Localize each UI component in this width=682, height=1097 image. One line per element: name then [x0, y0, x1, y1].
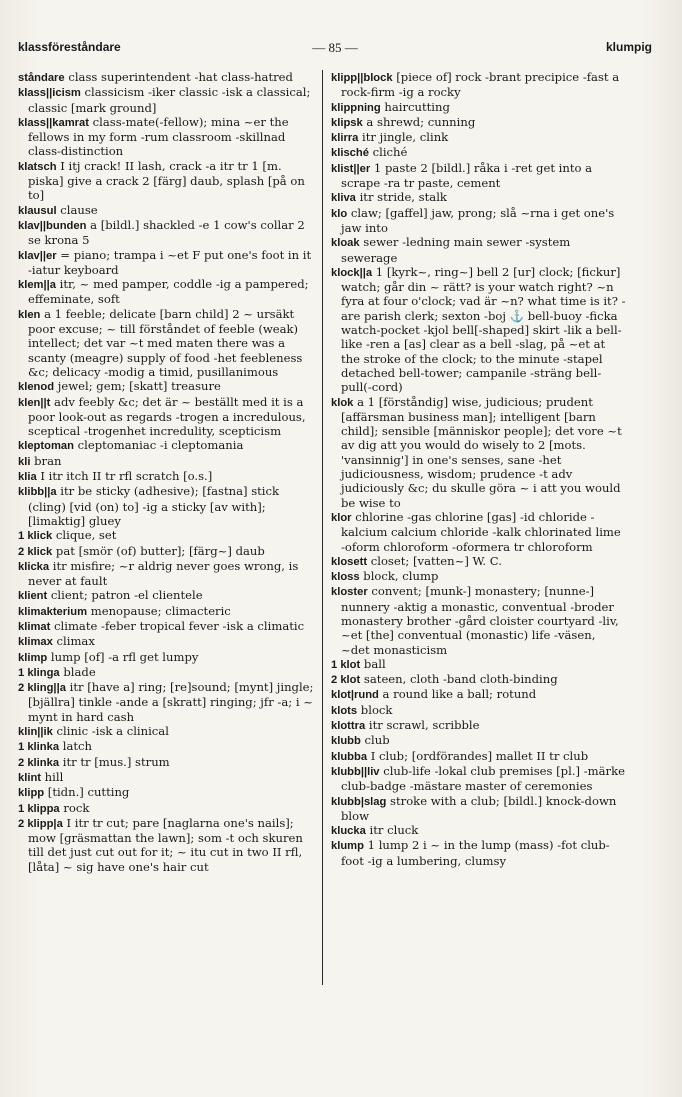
entry-headword: klass||kamrat — [18, 116, 89, 129]
dictionary-entry — [331, 115, 627, 130]
dictionary-entry — [18, 70, 314, 85]
entry-headword: klipp||block — [331, 72, 393, 84]
entry-definition: 1 [kyrk~, ring~] bell 2 [ur] clock; [fickur] watch; går din ~ rätt? is your watch right? ~n fyra at four o'clock; vad är ~n? what time is it? -are parish clerk; sexton -boj ⚓ bell-buoy -ficka watch-pocket -kjol bell[-shaped] skirt -lik a bell-like -ren a [as] clear as a bell -slag, på ~et at the stroke of the clock; to the minute -stapel detached bell-tower; campanile -sträng bell-pull(-cord) — [341, 264, 626, 395]
dictionary-entry — [18, 588, 314, 603]
entry-headword: klisché — [331, 147, 369, 160]
entry-headword: 2 klinka — [18, 756, 60, 769]
entry-definition: [piece of] rock -brant precipice -fast a rock-firm -ig a rocky — [341, 70, 620, 100]
dictionary-entry — [331, 190, 627, 205]
entry-headword: klin||ik — [18, 726, 53, 739]
dictionary-entry — [18, 115, 314, 159]
entry-definition: itr, ~ med pamper, coddle -ig a pampered; effeminate, soft — [28, 277, 309, 307]
header-first-word: klassföreståndare — [18, 40, 121, 54]
entry-definition: cliché — [368, 145, 408, 160]
entry-headword: klient — [18, 590, 48, 603]
entry-definition: client; patron -el clientele — [47, 588, 203, 603]
dictionary-entry — [18, 739, 314, 754]
entry-definition: hill — [41, 769, 64, 784]
entry-definition: lump [of] -a rfl get lumpy — [47, 649, 199, 664]
entry-definition: haircutting — [380, 99, 450, 114]
entry-headword: 1 klick — [18, 530, 53, 543]
entry-headword: klimp — [18, 651, 48, 664]
entry-headword: 1 klot — [331, 658, 361, 671]
dictionary-entry — [18, 379, 314, 394]
entry-headword: klist||er — [331, 162, 371, 175]
dictionary-entry — [331, 672, 627, 687]
page-header — [18, 40, 652, 58]
entry-headword: klia — [18, 471, 37, 484]
entry-headword: klump — [331, 840, 364, 853]
entry-headword: kloss — [331, 571, 360, 584]
dictionary-entry — [331, 764, 627, 794]
entry-headword: klipsk — [331, 116, 363, 129]
page-number: — 85 — — [312, 40, 358, 55]
entry-definition: jewel; gem; [skatt] treasure — [54, 379, 221, 394]
entry-definition: itr jingle, clink — [358, 130, 449, 145]
entry-definition: [tidn.] cutting — [44, 785, 130, 800]
entry-definition: I itj crack! II lash, crack -a itr tr 1 [m. piska] give a crack 2 [färg] daub, splash [på on to] — [28, 158, 305, 203]
dictionary-entry — [18, 724, 314, 739]
dictionary-entry — [18, 604, 314, 619]
entry-headword: klot|rund — [331, 689, 379, 702]
dictionary-entry — [331, 100, 627, 115]
dictionary-entry — [331, 206, 627, 236]
dictionary-entry — [331, 749, 627, 764]
dictionary-entry — [331, 687, 627, 702]
entry-definition: itr scrawl, scribble — [365, 718, 480, 733]
entry-headword: 1 klinka — [18, 741, 60, 754]
entry-definition: I club; [ordförandes] mallet II tr club — [367, 748, 589, 763]
dictionary-entry — [18, 469, 314, 484]
dictionary-entry — [18, 438, 314, 453]
entry-definition: 1 paste 2 [bildl.] råka i -ret get into a scrape -ra tr paste, cement — [341, 160, 593, 191]
entry-headword: klok — [331, 396, 354, 409]
entry-definition: convent; [munk-] monastery; [nunne-] nunnery -aktig a monastic, conventual -broder monastery brother -gård cloister courtyard -liv, ~et [the] conventual (monastic) life -väsen, ~det monasticism — [341, 584, 619, 657]
entry-definition: a 1 [förståndig] wise, judicious; prudent [affärsman business man]; intelligent [barn child]; sensible [människor people]; det vore ~t av dig att you would do wisely to 2 [mots. 'vansinnig'] in one's senses, sane -het judiciousness, wisdom; prudence -t adv judiciously &c; du skulle göra ~ i att you would be wise to — [341, 394, 622, 510]
entry-definition: = piano; trampa i ~et F put one's foot in it -iatur keyboard — [28, 247, 312, 277]
entry-definition: itr misfire; ~r aldrig never goes wrong, is never at fault — [28, 558, 299, 589]
entry-definition: a shrewd; cunning — [362, 114, 476, 129]
entry-headword: klock||a — [331, 266, 373, 279]
entry-headword: klimat — [18, 620, 51, 633]
entry-headword: klem||a — [18, 279, 56, 292]
entry-headword: klass||icism — [18, 87, 81, 100]
entry-definition: sewer -ledning main sewer -system sewerage — [341, 235, 571, 265]
entry-headword: klipp — [18, 787, 45, 800]
dictionary-entry — [331, 838, 627, 868]
dictionary-entry — [331, 161, 627, 191]
entry-headword: klo — [331, 207, 348, 220]
entry-headword: klenod — [18, 381, 55, 394]
entry-definition: a round like a ball; rotund — [378, 687, 537, 702]
dictionary-entry — [331, 657, 627, 672]
entry-headword: klosett — [331, 555, 368, 568]
entry-headword: klubb — [331, 735, 361, 748]
dictionary-entry — [18, 218, 314, 248]
entry-headword: kli — [18, 455, 31, 468]
entry-definition: a [bildl.] shackled -e 1 cow's collar 2 se krona 5 — [28, 217, 305, 248]
entry-headword: 1 klinga — [18, 666, 60, 679]
entry-definition: itr cluck — [365, 823, 419, 838]
dictionary-entry — [18, 785, 314, 800]
entry-definition: blade — [59, 664, 96, 679]
dictionary-entry — [18, 544, 314, 559]
entry-headword: klen||t — [18, 396, 51, 409]
dictionary-entry — [331, 265, 627, 395]
dictionary-entry — [18, 650, 314, 665]
dictionary-entry — [331, 703, 627, 718]
dictionary-entry — [331, 510, 627, 554]
entry-definition: club-life -lokal club premises [pl.] -märke club-badge -mästare master of ceremonies — [341, 763, 625, 794]
dictionary-entry — [18, 755, 314, 770]
entry-definition: itr be sticky (adhesive); [fastna] stick (cling) [vid (on) to] -ig a sticky [av with]; [limaktig] gluey — [28, 484, 280, 528]
dictionary-entry — [331, 235, 627, 265]
right-column — [331, 70, 627, 985]
entry-headword: klubba — [331, 750, 368, 763]
entry-definition: stroke with a club; [bildl.] knock-down blow — [341, 793, 617, 823]
entry-headword: klausul — [18, 204, 57, 217]
entry-headword: klor — [331, 511, 352, 524]
dictionary-entry — [18, 484, 314, 528]
entry-headword: klubb|slag — [331, 795, 387, 808]
entry-headword: kloak — [331, 237, 360, 250]
entry-headword: 2 klick — [18, 545, 53, 558]
entry-definition: bran — [30, 453, 62, 468]
entry-definition: ball — [360, 656, 386, 671]
dictionary-entry — [331, 584, 627, 656]
dictionary-entry — [18, 801, 314, 816]
entry-headword: kliva — [331, 192, 356, 205]
entry-definition: I itr tr cut; pare [naglarna one's nails]; mow [gräsmattan the lawn]; som -t och skuren till det just cut out for it; ~ itu cut in two II rfl, [låta] ~ sig have one's hair cut — [28, 815, 303, 874]
dictionary-entry — [18, 665, 314, 680]
dictionary-entry — [331, 70, 627, 100]
dictionary-entry — [18, 307, 314, 379]
entry-headword: klav||bunden — [18, 219, 87, 232]
entry-definition: clinic -isk a clinical — [52, 724, 169, 739]
entry-headword: klint — [18, 771, 41, 784]
dictionary-entry — [18, 454, 314, 469]
entry-definition: itr stride, stalk — [355, 190, 447, 205]
dictionary-entry — [18, 680, 314, 724]
dictionary-entry — [331, 718, 627, 733]
entry-headword: klucka — [331, 825, 366, 838]
dictionary-entry — [18, 395, 314, 439]
entry-headword: klots — [331, 704, 358, 717]
dictionary-entry — [18, 634, 314, 649]
dictionary-entry — [18, 85, 314, 115]
dictionary-entry — [331, 569, 627, 584]
entry-headword: 2 kling||a — [18, 682, 66, 695]
dictionary-entry — [331, 145, 627, 160]
entry-headword: klimakterium — [18, 605, 88, 618]
entry-definition: club — [360, 733, 390, 748]
dictionary-entry — [18, 203, 314, 218]
entry-definition: itr tr [mus.] strum — [59, 754, 170, 769]
dictionary-entry — [18, 619, 314, 634]
entry-definition: climax — [52, 634, 95, 649]
entry-headword: klottra — [331, 720, 366, 733]
entry-headword: klubb||liv — [331, 765, 380, 778]
entry-definition: climate -feber tropical fever -isk a climatic — [50, 618, 305, 633]
dictionary-entry — [331, 554, 627, 569]
entry-headword: kleptoman — [18, 440, 74, 453]
entry-headword: klen — [18, 308, 41, 321]
entry-headword: 2 klot — [331, 674, 361, 687]
entry-headword: klav||er — [18, 249, 57, 262]
entry-definition: cleptomaniac -i cleptomania — [73, 438, 244, 453]
entry-definition: pat [smör (of) butter]; [färg~] daub — [52, 543, 265, 558]
entry-headword: klicka — [18, 560, 50, 573]
entry-definition: block — [357, 702, 393, 717]
column-divider — [322, 70, 323, 985]
entry-definition: menopause; climacteric — [87, 603, 231, 618]
entry-headword: ståndare — [18, 72, 65, 84]
entry-definition: itr [have a] ring; [re]sound; [mynt] jingle; [bjällra] tinkle -ande a [skratt] ringing; jfr -a; i ~ mynt in hard cash — [28, 680, 314, 724]
entry-headword: klatsch — [18, 160, 57, 173]
entry-headword: klimax — [18, 636, 53, 649]
dictionary-entry — [18, 277, 314, 307]
entry-headword: kloster — [331, 586, 368, 599]
dictionary-entry — [331, 130, 627, 145]
columns — [18, 70, 646, 985]
entry-headword: klirra — [331, 132, 359, 145]
entry-definition: rock — [59, 800, 90, 815]
entry-definition: sateen, cloth -band cloth-binding — [360, 672, 558, 687]
entry-headword: klippning — [331, 101, 381, 114]
dictionary-entry — [18, 816, 314, 874]
entry-headword: 2 klipp|a — [18, 817, 63, 830]
dictionary-entry — [331, 823, 627, 838]
entry-definition: claw; [gaffel] jaw, prong; slå ~rna i get one's jaw into — [341, 205, 615, 235]
dictionary-entry — [331, 733, 627, 748]
entry-headword: klibb||a — [18, 486, 57, 499]
dictionary-entry — [18, 559, 314, 589]
entry-definition: 1 lump 2 i ~ in the lump (mass) -fot club-foot -ig a lumbering, clumsy — [341, 838, 610, 868]
entry-definition: adv feebly &c; det är ~ beställt med it is a poor look-out as regards -trogen a incredulous, sceptical -trogenhet incredulity, scepticism — [28, 394, 306, 439]
entry-definition: I itr itch II tr rfl scratch [o.s.] — [36, 469, 213, 484]
dictionary-entry — [331, 794, 627, 824]
entry-definition: a 1 feeble; delicate [barn child] 2 ~ ursäkt poor excuse; ~ till förståndet of feeble (weak) intellect; det var ~t med maten there was a scanty (meagre) supply of food -het feebleness &c; delicacy -modig a timid, pusillanimous — [28, 306, 303, 379]
entry-headword: 1 klippa — [18, 802, 60, 815]
dictionary-entry — [18, 248, 314, 278]
dictionary-entry — [18, 528, 314, 543]
entry-definition: latch — [59, 739, 92, 754]
header-last-word: klumpig — [605, 40, 652, 54]
dictionary-entry — [331, 395, 627, 510]
entry-definition: closet; [vatten~] W. C. — [367, 553, 502, 568]
dictionary-entry — [18, 159, 314, 203]
entry-definition: block, clump — [359, 569, 439, 584]
entry-definition: chlorine -gas chlorine [gas] -id chloride -kalcium calcium chloride -kalk chlorinated lime -oform chloroform -oformera tr chloroform — [341, 509, 621, 554]
entry-definition: classicism -iker classic -isk a classical; classic [mark ground] — [28, 85, 311, 115]
left-column — [18, 70, 322, 985]
entry-definition: class superintendent -hat class-hatred — [64, 70, 293, 84]
entry-definition: class-mate(-fellow); mina ~er the fellows in my form -rum classroom -skillnad class-distinction — [28, 114, 289, 159]
dictionary-entry — [18, 770, 314, 785]
entry-definition: clause — [56, 202, 98, 217]
entry-definition: clique, set — [52, 528, 117, 543]
